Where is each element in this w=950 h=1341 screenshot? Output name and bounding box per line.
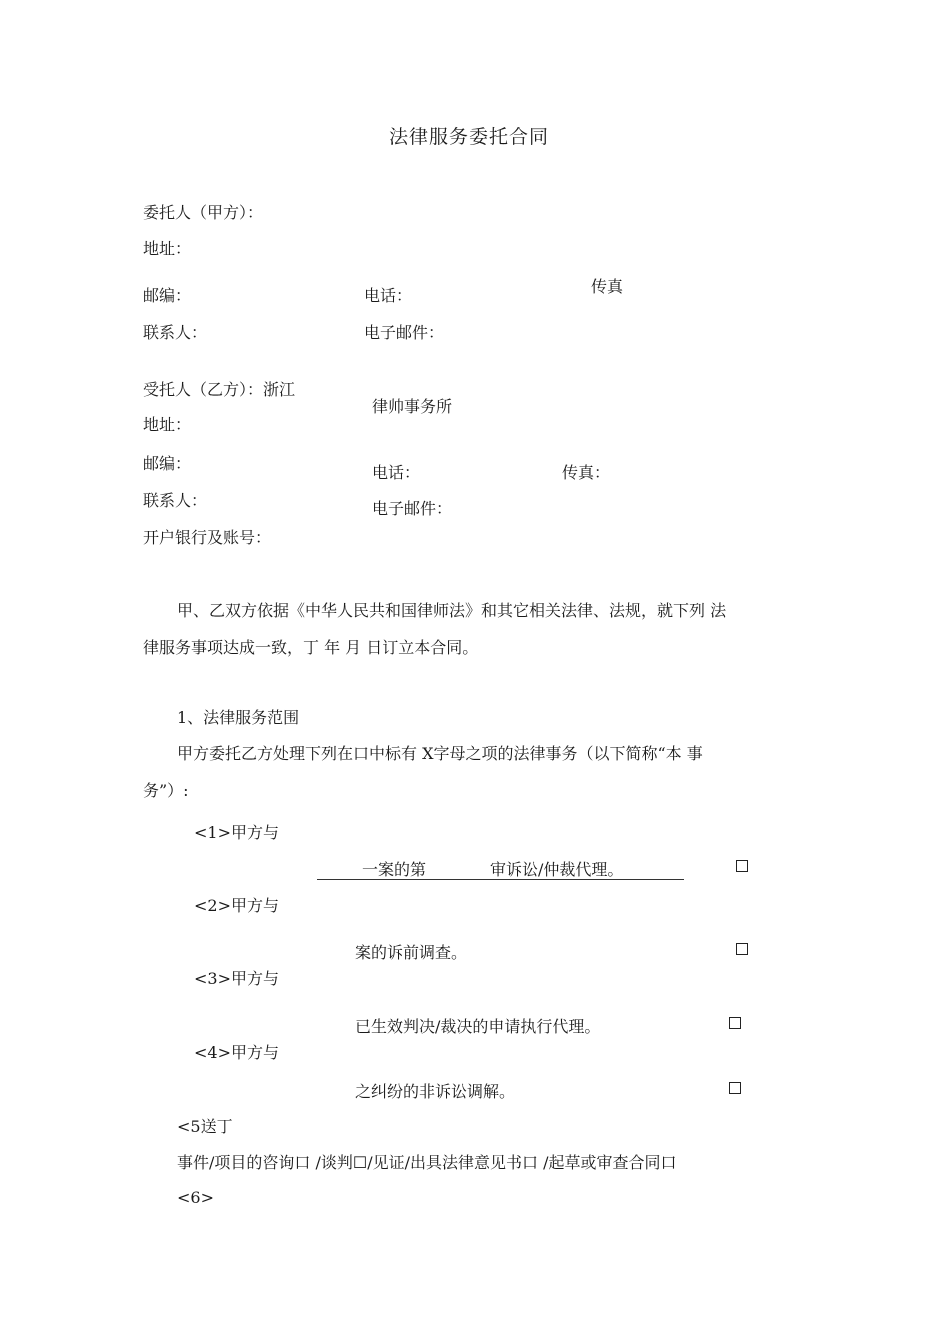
document-title: 法律服务委托合同: [389, 126, 550, 148]
party-b-phone: 电话：: [372, 463, 421, 482]
section-1-intro-line-1: 甲方委托乙方处理下列在口中标有 X字母之项的法律事务（以下简称“本 事: [177, 744, 703, 763]
party-b-bank: 开户银行及账号：: [143, 528, 272, 547]
preamble-line-1: 甲、乙双方依据《中华人民共和国律师法》和其它相关法律、法规，就下列 法: [177, 601, 727, 620]
item-6-label: <6>: [177, 1188, 214, 1207]
item-3-detail: 已生效判决/裁决的申请执行代理。: [355, 1017, 601, 1036]
party-b-address: 地址：: [143, 415, 192, 434]
item-4-detail: 之纠纷的非诉讼调解。: [355, 1082, 516, 1101]
party-b-fax: 传真：: [562, 463, 611, 482]
party-b-label: 受托人（乙方）：浙江: [143, 380, 296, 399]
item-1-underline: [317, 879, 684, 880]
item-1-label: <1>甲方与: [194, 823, 279, 842]
item-1-checkbox[interactable]: [736, 860, 748, 872]
party-b-email: 电子邮件：: [372, 499, 453, 518]
party-a-fax: 传真: [591, 277, 624, 296]
item-5-detail: 事件/项目的咨询口 /谈判☐/见证/出具法律意见书口 /起草或审查合同口: [177, 1153, 677, 1172]
party-a-email: 电子邮件：: [364, 323, 445, 342]
party-b-firm: 律帅事务所: [372, 397, 453, 416]
item-4-checkbox[interactable]: [729, 1082, 741, 1094]
section-1-intro-line-2: 务”）:: [143, 781, 189, 800]
item-2-detail: 案的诉前调查。: [355, 943, 468, 962]
preamble-line-2: 律服务事项达成一致，丁 年 月 日订立本合同。: [143, 638, 479, 657]
item-1-detail-a: 一案的第: [362, 860, 427, 879]
item-2-label: <2>甲方与: [194, 896, 279, 915]
item-1-detail-b: 审诉讼/仲裁代理。: [490, 860, 624, 879]
party-a-phone: 电话：: [364, 286, 413, 305]
party-b-postcode: 邮编：: [143, 454, 192, 473]
item-5-label: <5送丁: [177, 1117, 233, 1136]
party-a-address: 地址：: [143, 239, 192, 258]
party-a-contact: 联系人：: [143, 323, 208, 342]
section-1-heading: 1、法律服务范围: [177, 708, 300, 727]
party-a-postcode: 邮编：: [143, 286, 192, 305]
item-4-label: <4>甲方与: [194, 1043, 279, 1062]
item-3-checkbox[interactable]: [729, 1017, 741, 1029]
item-2-checkbox[interactable]: [736, 943, 748, 955]
party-a-label: 委托人（甲方）：: [143, 203, 264, 222]
item-3-label: <3>甲方与: [194, 969, 279, 988]
party-b-contact: 联系人：: [143, 491, 208, 510]
